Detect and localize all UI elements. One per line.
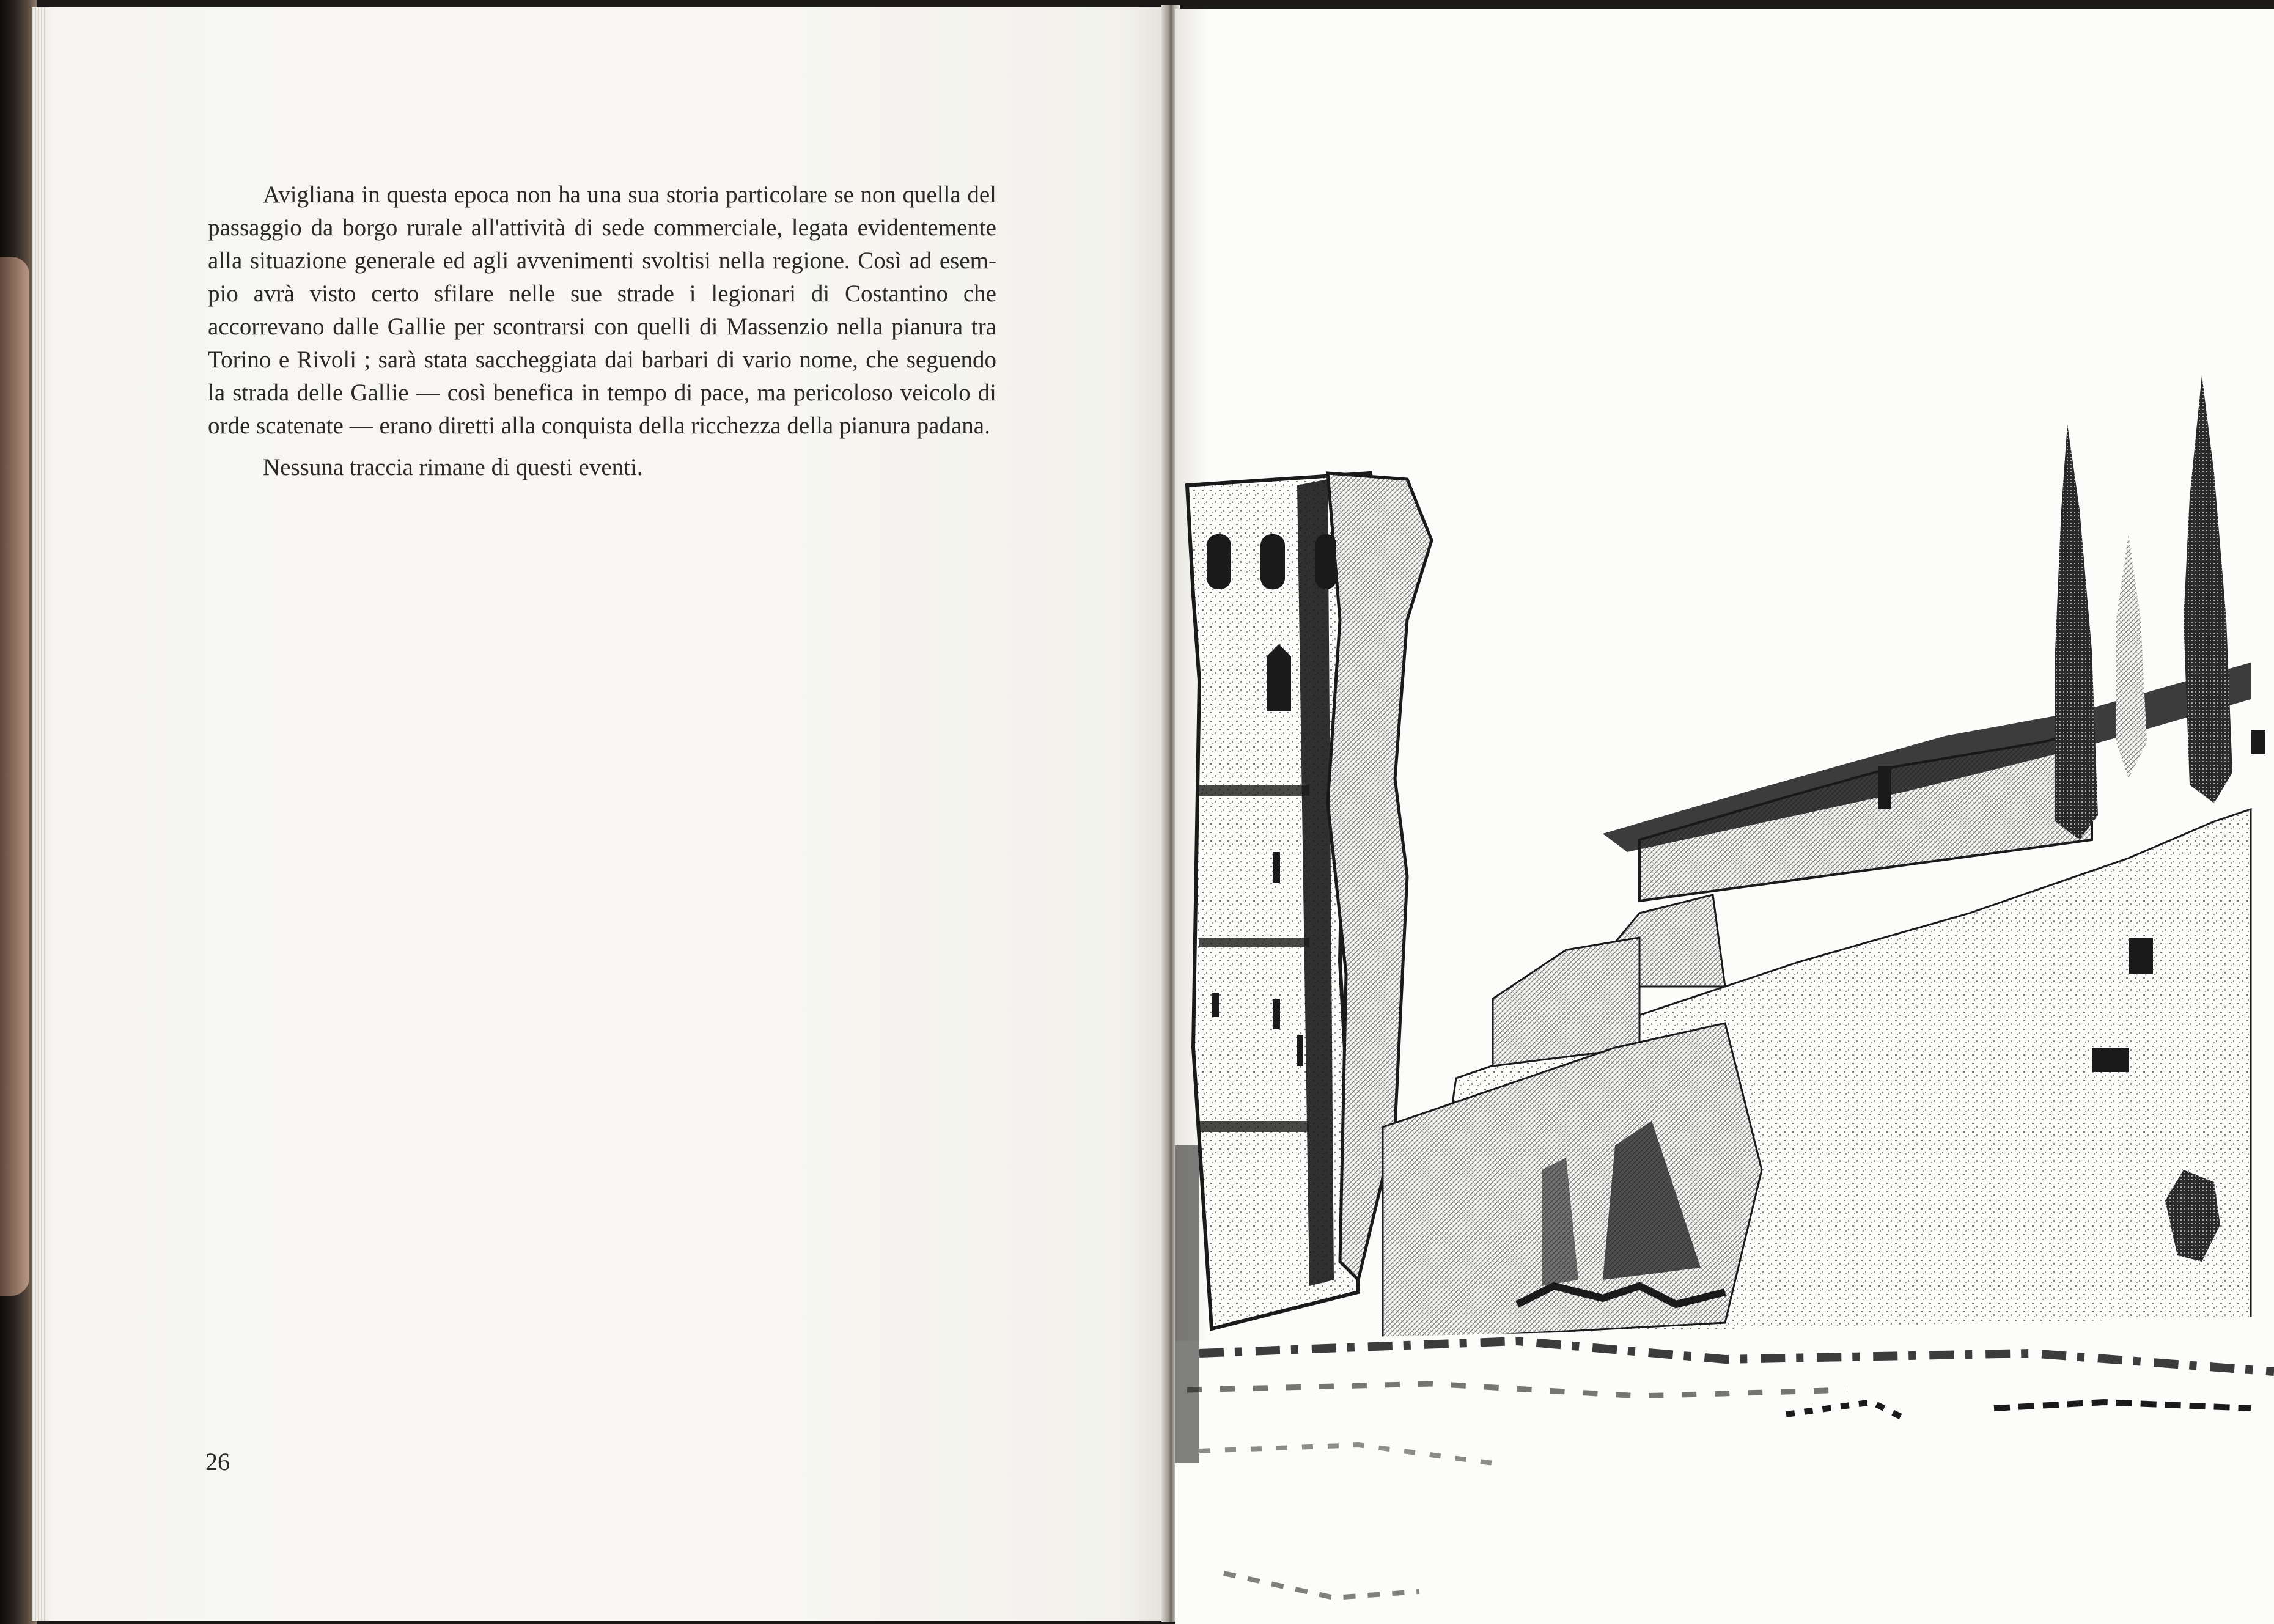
sketch-svg (1175, 9, 2274, 1624)
paragraph-1: Avigliana in questa epoca non ha una sua storia particolare se non quella del passaggio da borgo rurale all'attività di sede commerciale, legata evidentemente alla situazione generale ed agli avvenimenti svoltisi nella regione. Così ad esempio avrà visto certo sfilare nelle sue strade i legionari di Costantino che accorrevano dalle Gallie per scontrarsi con quelli di Massenzio nella pianura tra Torino e Rivoli ; sarà stata saccheggiata dai barbari di vario nome, che seguendo la strada delle Gallie — così benefica in tempo di pace, ma pericoloso veicolo di orde scatenate — erano diretti alla conquista della ricchezza della pianura padana. (208, 182, 996, 439)
hand-holding-book (0, 257, 29, 1296)
tower-sketch-illustration (1175, 9, 2274, 1624)
page-number: 26 (205, 1448, 230, 1475)
paragraph-2: Nessuna traccia rimane di questi eventi. (263, 454, 643, 480)
page-stack-edge (32, 7, 45, 1621)
body-text (208, 178, 996, 484)
